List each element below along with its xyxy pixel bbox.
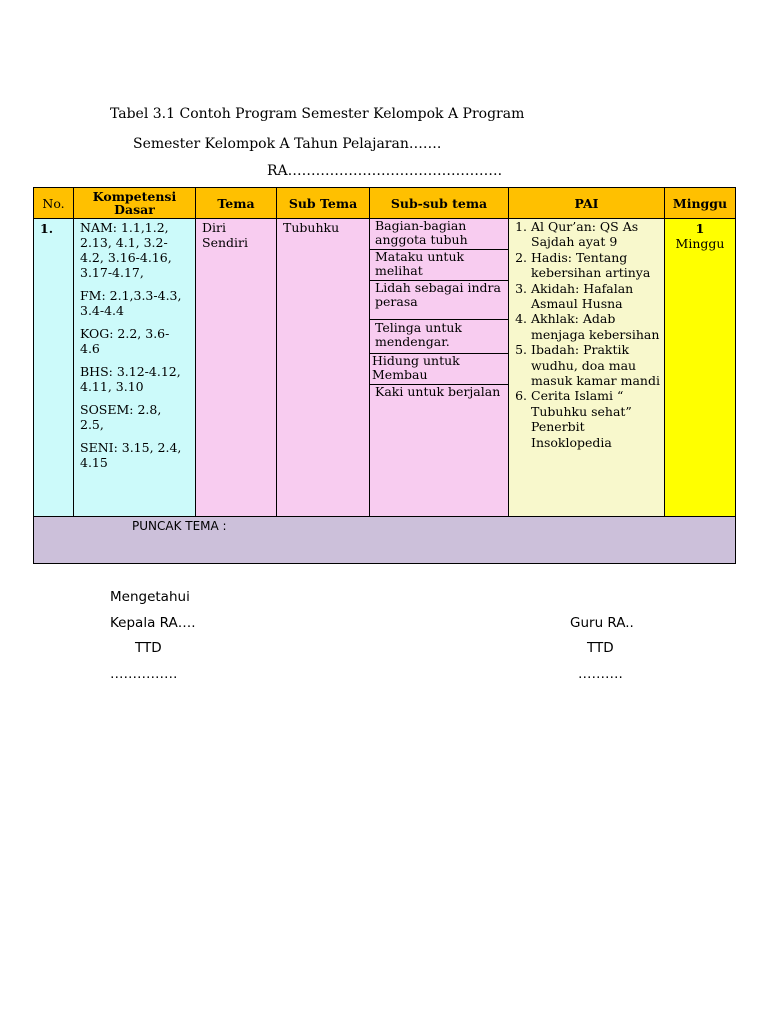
kd-item: KOG: 2.2, 3.6-4.6 [80,326,170,356]
table-header-row [34,188,736,219]
sub-sub-tema-item: Kaki untuk berjalan [375,384,501,399]
pai-item: 1. Al Qur’an: QS As Sajdah ayat 9 [531,219,660,250]
tema-text: Diri Sendiri [202,220,248,250]
pai-item: 3. Akidah: Hafalan Asmaul Husna [531,281,660,312]
pai-item: 4. Akhlak: Adab menjaga kebersihan [531,311,660,342]
cell-tema [196,219,277,517]
pai-item: 5. Ibadah: Praktik wudhu, doa mau masuk kamar mandi [531,342,660,388]
cell-sub-tema [277,219,370,517]
kepala-ra-label: Kepala RA…. [110,615,196,631]
kd-item: SOSEM: 2.8, 2.5, [80,402,162,432]
kd-item: BHS: 3.12-4.12, 4.11, 3.10 [80,364,181,394]
cell-sub-sub-tema [370,219,509,517]
title-line-2: Semester Kelompok A Tahun Pelajaran……. [133,136,442,152]
header-kompetensi-dasar: Kompetensi Dasar [74,188,196,219]
minggu-number: 1 [695,221,705,236]
header-pai: PAI [509,188,665,219]
header-tema: Tema [196,188,277,219]
mengetahui-label: Mengetahui [110,589,190,605]
kd-item: SENI: 3.15, 2.4, 4.15 [80,440,182,470]
title-line-3: RA………………………………………. [267,163,503,179]
table-row [34,219,736,517]
signature-dots-right: ………. [578,666,623,682]
cell-kompetensi-dasar [74,219,196,517]
pai-list [509,219,664,450]
title-line-1: Tabel 3.1 Contoh Program Semester Kelompok A Program [110,106,525,122]
sub-sub-tema-item: Hidung untuk Membau [370,354,508,385]
puncak-tema-row [34,517,736,564]
cell-puncak-tema [34,517,736,564]
pai-item: 2. Hadis: Tentang kebersihan artinya [531,250,660,281]
header-sub-tema: Sub Tema [277,188,370,219]
ttd-left: TTD [135,640,162,656]
header-minggu: Minggu [665,188,736,219]
cell-pai [509,219,665,517]
sub-sub-tema-item: Bagian-bagian anggota tubuh [370,219,508,250]
sub-tema-text: Tubuhku [283,220,340,235]
sub-sub-tema-item: Telinga untuk mendengar. [370,320,508,354]
guru-ra-label: Guru RA.. [570,615,634,631]
header-sub-sub-tema: Sub-sub tema [370,188,509,219]
kd-item: FM: 2.1,3.3-4.3, 3.4-4.4 [80,288,182,318]
program-semester-table [33,187,736,564]
ttd-right: TTD [587,640,614,656]
puncak-tema-label: PUNCAK TEMA : [132,519,227,533]
minggu-label: Minggu [675,236,725,251]
sub-sub-tema-item: Lidah sebagai indra perasa [370,281,508,320]
signature-dots-left: …………… [110,666,178,682]
kd-item: NAM: 1.1,1.2, 2.13, 4.1, 3.2-4.2, 3.16-4.16, 3.17-4.17, [80,220,172,280]
cell-no [34,219,74,517]
cell-minggu [665,219,736,517]
row-number: 1. [40,221,54,236]
header-no: No. [34,188,74,219]
sub-sub-tema-item: Mataku untuk melihat [370,250,508,281]
pai-item: 6. Cerita Islami “ Tubuhku sehat” Penerbit Insoklopedia [531,388,660,450]
